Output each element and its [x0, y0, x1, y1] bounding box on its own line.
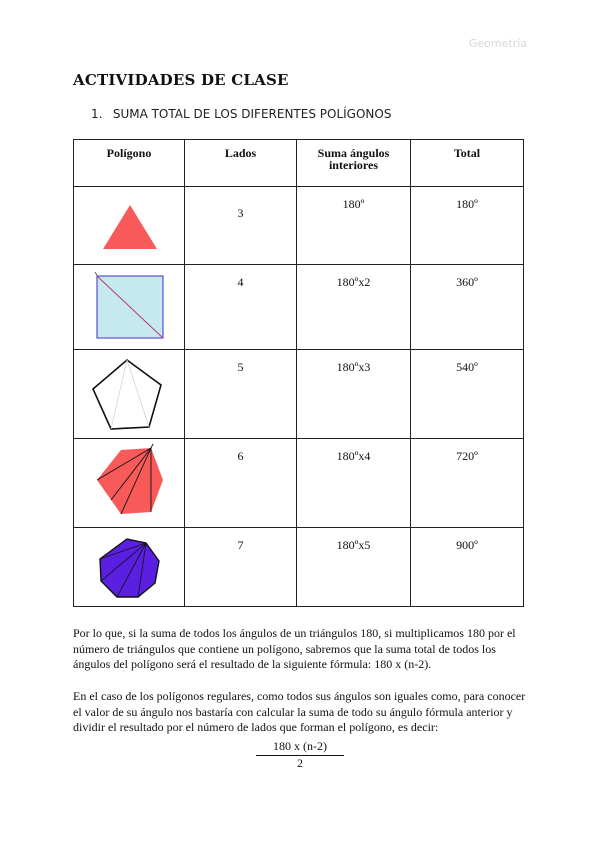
triangle-icon — [75, 188, 185, 263]
shape-cell — [74, 265, 185, 350]
page-title: ACTIVIDADES DE CLASE — [73, 71, 289, 89]
lados-cell: 5 — [185, 350, 297, 439]
lados-cell: 7 — [185, 528, 297, 607]
total-cell: 360º — [411, 265, 524, 350]
section-number: 1. — [91, 107, 103, 121]
shape-cell — [74, 187, 185, 265]
polygon-table — [73, 139, 524, 607]
table-row — [74, 265, 524, 350]
lados-cell: 3 — [185, 187, 297, 265]
table-row — [74, 187, 524, 265]
total-cell: 720º — [411, 439, 524, 528]
total-cell: 540º — [411, 350, 524, 439]
paragraph-formula-explanation: Por lo que, si la suma de todos los ángulos de un triángulos 180, si multiplicamos 180 por el número de triángulos que contiene un polígono, sabremos que la suma total de todos los ángulos del polígono será el resultado de la siguiente fórmula: 180 x (n-2). — [73, 626, 516, 671]
pentagon-icon — [75, 351, 185, 437]
formula-denominator: 2 — [297, 756, 303, 770]
suma-cell: 180ºx4 — [297, 439, 411, 528]
heptagon-icon — [75, 529, 185, 605]
suma-cell: 180ºx3 — [297, 350, 411, 439]
header-lados: Lados — [185, 140, 297, 187]
header-poligono: Polígono — [74, 140, 185, 187]
header-subject: Geometría — [468, 37, 527, 50]
lados-cell: 4 — [185, 265, 297, 350]
table-row — [74, 350, 524, 439]
suma-cell: 180º — [297, 187, 411, 265]
header-suma: Suma ángulos interiores — [297, 140, 411, 187]
suma-cell: 180ºx5 — [297, 528, 411, 607]
section-text: SUMA TOTAL DE LOS DIFERENTES POLÍGONOS — [112, 107, 392, 121]
formula-numerator: 180 x (n-2) — [273, 739, 327, 753]
hexagon-icon — [75, 440, 185, 526]
paragraph-regular-polygons: En el caso de los polígonos regulares, como todos sus ángulos son iguales como, para conocer el valor de su ángulo nos bastaría con calcular la suma de todo su ángulo fórmula anterior y dividir el resultado por el número de lados que forman el polígono, es decir: — [73, 689, 526, 734]
fraction-formula — [258, 739, 342, 771]
total-cell: 900º — [411, 528, 524, 607]
lados-cell: 6 — [185, 439, 297, 528]
section-heading — [91, 107, 391, 121]
square-icon — [75, 266, 185, 348]
table-row — [74, 439, 524, 528]
table-header-row — [74, 140, 524, 187]
shape-cell — [74, 528, 185, 607]
shape-cell — [74, 350, 185, 439]
suma-cell: 180ºx2 — [297, 265, 411, 350]
header-total: Total — [411, 140, 524, 187]
table-row — [74, 528, 524, 607]
total-cell: 180º — [411, 187, 524, 265]
shape-cell — [74, 439, 185, 528]
